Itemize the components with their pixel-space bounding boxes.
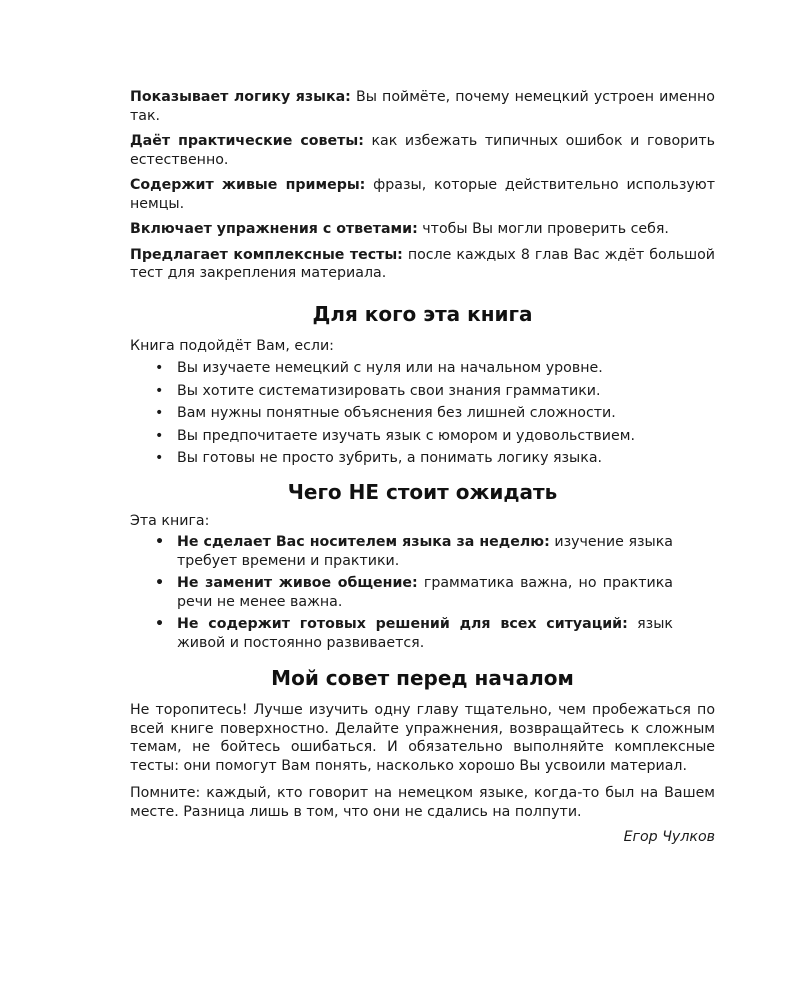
bullet-icon: •	[155, 575, 165, 591]
bullet-icon: •	[155, 382, 164, 399]
list-item	[130, 382, 715, 401]
audience-intro: Книга подойдёт Вам, если:	[130, 337, 334, 354]
list-item-text: Вам нужны понятные объяснения без лишней сложности.	[177, 405, 616, 421]
feature-title: Включает упражнения с ответами:	[130, 221, 418, 237]
feature-text: чтобы Вы могли проверить себя.	[417, 221, 669, 237]
expectations-intro: Эта книга:	[130, 512, 210, 529]
feature-title: Содержит живые примеры:	[130, 177, 366, 193]
bullet-icon: •	[155, 405, 164, 421]
bullet-icon: •	[155, 616, 165, 632]
book-page	[130, 88, 715, 847]
list-item	[130, 427, 715, 446]
list-item	[130, 574, 715, 611]
list-item-text: изучение языка требует времени и практики.	[177, 534, 674, 569]
advice-paragraph: Не торопитесь! Лучше изучить одну главу тщательно, чем пробежаться по всей книге поверхностно. Делайте упражнения, возвращайтесь к сложным темам, не бойтесь ошибаться. И обязательно выполняйте комплексные тесты: они помогут Вам понять, насколько хорошо Вы усвоили материал.	[130, 702, 715, 774]
list-item-title: Не содержит готовых решений для всех ситуаций:	[177, 616, 628, 632]
feature-title: Даёт практические советы:	[130, 133, 364, 149]
list-item	[130, 404, 715, 423]
bullet-icon: •	[155, 360, 164, 376]
feature-text: Вы поймёте, почему немецкий устроен именно так.	[130, 89, 715, 124]
list-item-text: Вы готовы не просто зубрить, а понимать логику языка.	[177, 450, 603, 466]
feature-item	[130, 132, 715, 169]
bullet-icon: •	[155, 450, 164, 466]
list-item-text: язык живой и постоянно развивается.	[177, 616, 673, 651]
section-heading-advice: Мой совет перед началом	[271, 666, 574, 690]
feature-title: Предлагает комплексные тесты:	[130, 246, 403, 263]
author-signature: Егор Чулков	[623, 829, 715, 845]
expectations-list	[130, 533, 715, 652]
feature-item	[130, 246, 715, 283]
feature-text: фразы, которые действительно используют немцы.	[130, 177, 716, 212]
section-heading-audience: Для кого эта книга	[312, 301, 533, 326]
section-heading-expectations: Чего НЕ стоит ожидать	[287, 479, 558, 504]
list-item-text: грамматика важна, но практика речи не менее важна.	[177, 575, 673, 610]
features-list	[130, 88, 715, 283]
list-item	[130, 359, 715, 378]
feature-item	[130, 220, 715, 239]
feature-title: Показывает логику языка:	[130, 89, 351, 105]
bullet-icon: •	[155, 534, 165, 550]
list-item-text: Вы хотите систематизировать свои знания грамматики.	[177, 382, 601, 399]
feature-item	[130, 88, 715, 125]
advice-paragraph: Помните: каждый, кто говорит на немецком языке, когда-то был на Вашем месте. Разница лишь в том, что они не сдались на полпути.	[130, 785, 715, 820]
feature-item	[130, 176, 715, 213]
list-item	[130, 615, 715, 652]
list-item-text: Вы изучаете немецкий с нуля или на начальном уровне.	[177, 360, 603, 376]
list-item	[130, 533, 715, 570]
list-item	[130, 449, 715, 468]
feature-text: после каждых 8 глав Вас ждёт большой тест для закрепления материала.	[130, 246, 715, 281]
list-item-title: Не заменит живое общение:	[177, 575, 418, 591]
list-item-text: Вы предпочитаете изучать язык с юмором и удовольствием.	[177, 427, 635, 444]
feature-text: как избежать типичных ошибок и говорить естественно.	[130, 133, 715, 168]
audience-list	[130, 359, 715, 468]
bullet-icon: •	[155, 427, 164, 444]
list-item-title: Не сделает Вас носителем языка за неделю:	[177, 534, 550, 550]
